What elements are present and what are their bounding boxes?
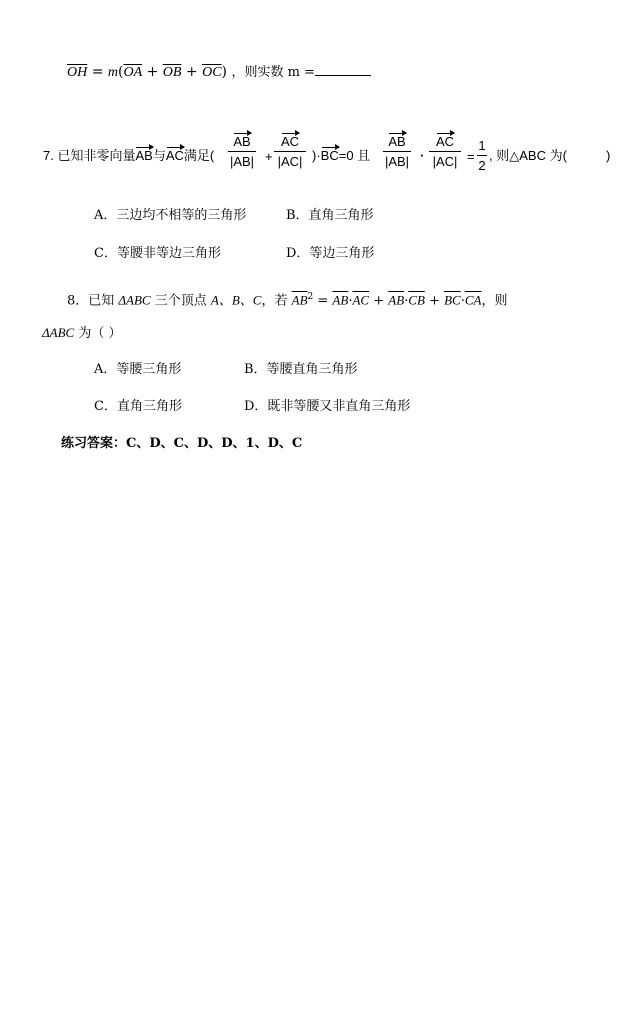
vertices: A、B、C [210,292,262,308]
q7-dot: · [420,148,425,163]
fraction-bar [274,151,306,152]
vector-ac: AC [280,134,300,149]
half-numerator: 1 [478,138,486,153]
q7-option-c: C．等腰非等边三角形 [94,246,221,261]
q8-eq: = [313,293,333,309]
q7-eq0: =0 且 [338,148,371,163]
q7-plus: + [265,149,273,164]
vector-ab: AB [135,148,153,163]
q8-lead: 8．已知 [67,293,115,309]
vector-ob: $\overline{OB}$ [162,65,182,80]
q8-mid: 三个顶点 [154,293,207,309]
fraction-denominator: |AC| [432,154,458,169]
q8-option-c: C．直角三角形 [94,399,182,414]
q7-option-b: B．直角三角形 [286,208,374,223]
q7-fraction-2 [274,135,306,168]
vector-bc: BC [320,148,339,163]
answer-blank [315,63,371,76]
half-denominator: 2 [478,158,486,173]
q8-option-b: B．等腰直角三角形 [244,362,358,377]
fraction-bar [383,151,411,152]
triangle-abc: ΔABC [118,292,151,308]
vector-ab: $\overline{AB}$ [291,292,308,308]
vector-ab: $\overline{AB}$ [332,292,349,308]
q6-text: ，则实数 m = [231,65,315,80]
q6-m: m [107,65,118,80]
fraction-denominator: |AB| [384,154,410,169]
vector-ca: $\overline{CA}$ [464,292,482,308]
q8-plus1: + [369,293,389,309]
q7-half [477,139,487,172]
vector-bc: $\overline{BC}$ [444,292,461,308]
q7-lead: 7. 已知非零向量 [43,148,136,163]
fraction-denominator: |AC| [277,154,303,169]
q7-line [43,149,214,162]
fraction-bar [228,151,256,152]
vector-ab: $\overline{AB}$ [388,292,405,308]
vector-ac: AC [165,148,184,163]
vector-ac: AC [435,134,455,149]
q8-option-a: A．等腰三角形 [94,362,182,377]
vector-ac: $\overline{AC}$ [352,292,370,308]
vector-oh: $\overline{OH}$ [67,65,88,80]
q7-eq: = [467,149,475,164]
answers-values: C、D、C、D、D、1、D、C [126,436,303,451]
q6-tail-line [67,63,371,80]
q6-open: ( [118,64,124,80]
q7-mid [312,149,370,162]
q7-yu: 与 [152,148,166,163]
q8-line: 8．已知 ΔABC 三个顶点 A、B、C，若 $\overline{AB}^2 = \overline{AB}\cdot\overline{AC} + \overline{AB}\cdot\overline{CB} + \overline{BC}\cdot\overline{CA}$，则 [67,292,508,309]
q8-option-d: D．既非等腰又非直角三角形 [244,399,411,414]
q8-ruo: ，若 [261,293,288,309]
q7-mid-text: )· [312,148,321,163]
q6-eq: = [91,64,108,80]
vector-ab: AB [233,134,251,149]
vector-ab: AB [388,134,406,149]
square-exponent: 2 [307,292,314,302]
q7-tail: , 则△ABC 为( [489,148,567,163]
q7-fraction-4 [429,135,461,168]
fraction-bar [429,151,461,152]
q7-fraction-3 [383,135,411,168]
fraction-bar [477,155,487,156]
q6-close: ) [221,64,228,80]
q6-plus2: + [181,64,203,80]
triangle-abc: ΔABC [42,325,75,340]
vector-oc: $\overline{OC}$ [202,65,222,80]
vector-cb: $\overline{CB}$ [408,292,425,308]
answers-label: 练习答案： [61,436,127,451]
q7-close-paren: ) [606,148,611,163]
vector-oa: $\overline{OA}$ [123,65,143,80]
q7-option-a: A．三边均不相等的三角形 [94,208,247,223]
fraction-denominator: |AB| [229,154,255,169]
q8-line-2 [42,326,121,340]
q7-fraction-1 [228,135,256,168]
q6-plus1: + [142,64,163,80]
q8-plus2: + [424,293,445,309]
q7-mz: 满足( [183,148,215,163]
q8-line2-tail: 为（ ） [78,326,122,341]
q8-ze: ，则 [481,293,508,309]
q7-option-d: D．等边三角形 [286,246,375,261]
answers-line [61,437,302,450]
